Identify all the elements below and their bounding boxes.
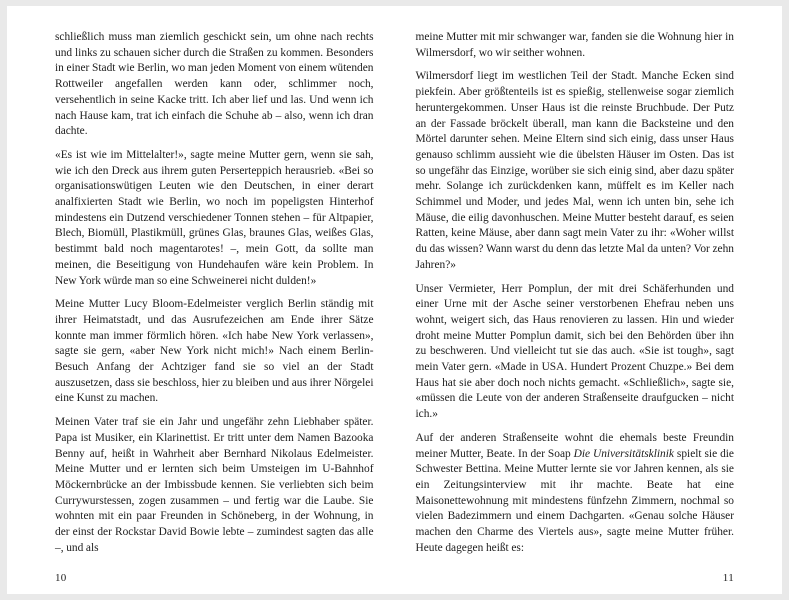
text-run: spielt sie die Schwester Bettina. Meine Mutter lernte sie vor Jahren kennen, als sie ein Zeitungsinterview mit ihr machte. Beate hat eine Maisonettewohnung mit mindestens fünfzehn Zimmern, nochmal so vielen Badezimmern und einem Dachgarten. «Genau solche Häuser machen den Charme des Viertels aus», sagte meine Mutter früher. Heute dagegen heißt es: (415, 447, 734, 554)
text-run: meine Mutter mit mir schwanger war, fanden sie die Wohnung hier in Wilmersdorf, wo wir seither wohnen. (415, 31, 734, 59)
page-number-left: 10 (55, 572, 67, 584)
text-run: Meine Mutter Lucy Bloom-Edelmeister verglich Berlin ständig mit ihrer Heimatstadt, und das Ausrufezeichen am Ende ihrer Sätze konnte man immer förmlich hören. «Ich habe New York verlassen», sagte sie gern, «aber New York nicht mich!» Nach einem Berlin-Besuch Anfang der Achtziger fand sie so viel an der Stadt auszusetzen, dass sie beschloss, hier zu bleiben und aus ihrer Nörgelei eine Kunst zu machen. (55, 298, 374, 405)
page-right-text-block (416, 30, 735, 557)
page-right (395, 6, 783, 594)
paragraph (416, 69, 735, 273)
page-number-right: 11 (722, 572, 734, 584)
paragraph (416, 282, 735, 423)
paragraph (55, 30, 374, 140)
page-left-text-block (55, 30, 374, 557)
italic-text-run: Die Universitätsklinik (573, 447, 674, 460)
text-run: «Es ist wie im Mittelalter!», sagte meine Mutter gern, wenn sie sah, wie ich den Dreck aus ihrem guten Perserteppich herausrieb. «Bei so organisationswütigen Leuten wie den Deutschen, in einer derart analfixierten Stadt wie Berlin, wo noch im popeligsten Hinterhof mindestens ein Dutzend verschiedener Tonnen stehen – für Altpapier, Blech, Biomüll, Plastikmüll, grünes Glas, braunes Glas, weißes Glas, bestimmt bald noch magentarotes! –, mein Gott, da sollte man meinen, die Beseitigung von Hundehaufen wäre kein Problem. In New York würde man so eine Schweinerei nicht dulden!» (55, 148, 374, 287)
text-run: Auf der anderen Straßenseite wohnt die ehemals beste Freundin meiner Mutter, Beate. In der Soap (415, 431, 734, 460)
text-run: schließlich muss man ziemlich geschickt sein, um ohne nach rechts und links zu schauen sicher durch die Straßen zu kommen. Besonders in einer Stadt wie Berlin, wo man jeden Moment von einem wütenden Rottweiler angefallen werden kann oder, schlimmer noch, versehentlich in seine Kacke tritt. Ich aber lief und las. Und wenn ich nach Hause kam, trat ich einfach die Schuhe ab – also, wenn ich dran dachte. (55, 31, 374, 138)
text-run: Wilmersdorf liegt im westlichen Teil der Stadt. Manche Ecken sind piekfein. Aber größtenteils ist es spießig, stellenweise sogar ziemlich heruntergekommen. Unser Haus ist die reinste Bruchbude. Der Putz an der Fassade bröckelt überall, man kann die Backsteine und den Mörtel darunter sehen. Meine Eltern sind sich einig, dass unser Haus genauso schlimm aussieht wie die übelsten Häuser im Osten. Das ist so ungefähr das Einzige, worüber sie sich einig sind, aber dazu später mehr. Solange ich zurückdenken kann, müffelt es im Keller nach Schimmel und Moder, und jedes Mal, wenn ich unten bin, sehe ich Mäuse, die eilig davonhuschen. Meine Mutter besteht darauf, es seien Ratten, keine Mäuse, aber dann sagt mein Vater zu ihr: «Woher willst du das wissen? Wann warst du denn das letzte Mal da unten? Vor zehn Jahren?» (415, 70, 734, 271)
paragraph (55, 297, 374, 407)
text-run: Unser Vermieter, Herr Pomplun, der mit drei Schäferhunden und einer Urne mit der Asche seiner verstorbenen Ehefrau neben uns wohnt, weigert sich, das Haus renovieren zu lassen. Hin und wieder droht meine Mutter Pomplun damit, sich bei den Behörden über ihn zu beschweren. Und vielleicht tut sie das auch. «Sie ist tough», sagt mein Vater gern. «Made in USA. Hundert Prozent Chuzpe.» Bei dem Haus hat sie aber doch noch nichts gemacht. «Schließlich», sagte sie, «müssen die Leute von der anderen Straßenseite draufgucken – nicht ich.» (415, 282, 734, 421)
paragraph (55, 148, 374, 289)
paragraph (55, 415, 374, 556)
book-spread (7, 6, 782, 594)
text-run: Meinen Vater traf sie ein Jahr und ungefähr zehn Liebhaber später. Papa ist Musiker, ein Klarinettist. Er tritt unter dem Namen Bazooka Benny auf, heißt in Wahrheit aber Bernhard Nikolaus Edelmeister. Meine Mutter und er lernten sich beim Umsteigen im U-Bahnhof Möckernbrücke an der Imbissbude kennen. Sie verliebten sich beim Currywurstessen, zogen zusammen – und fertig war die Laube. Sie wohnten mit ein paar Freunden in Schöneberg, in der Wohnung, in der einst der Rockstar David Bowie lebte – zumindest sagten das alle –, und als (55, 416, 374, 554)
page-left (7, 6, 395, 594)
paragraph (416, 30, 735, 61)
paragraph (416, 431, 735, 557)
